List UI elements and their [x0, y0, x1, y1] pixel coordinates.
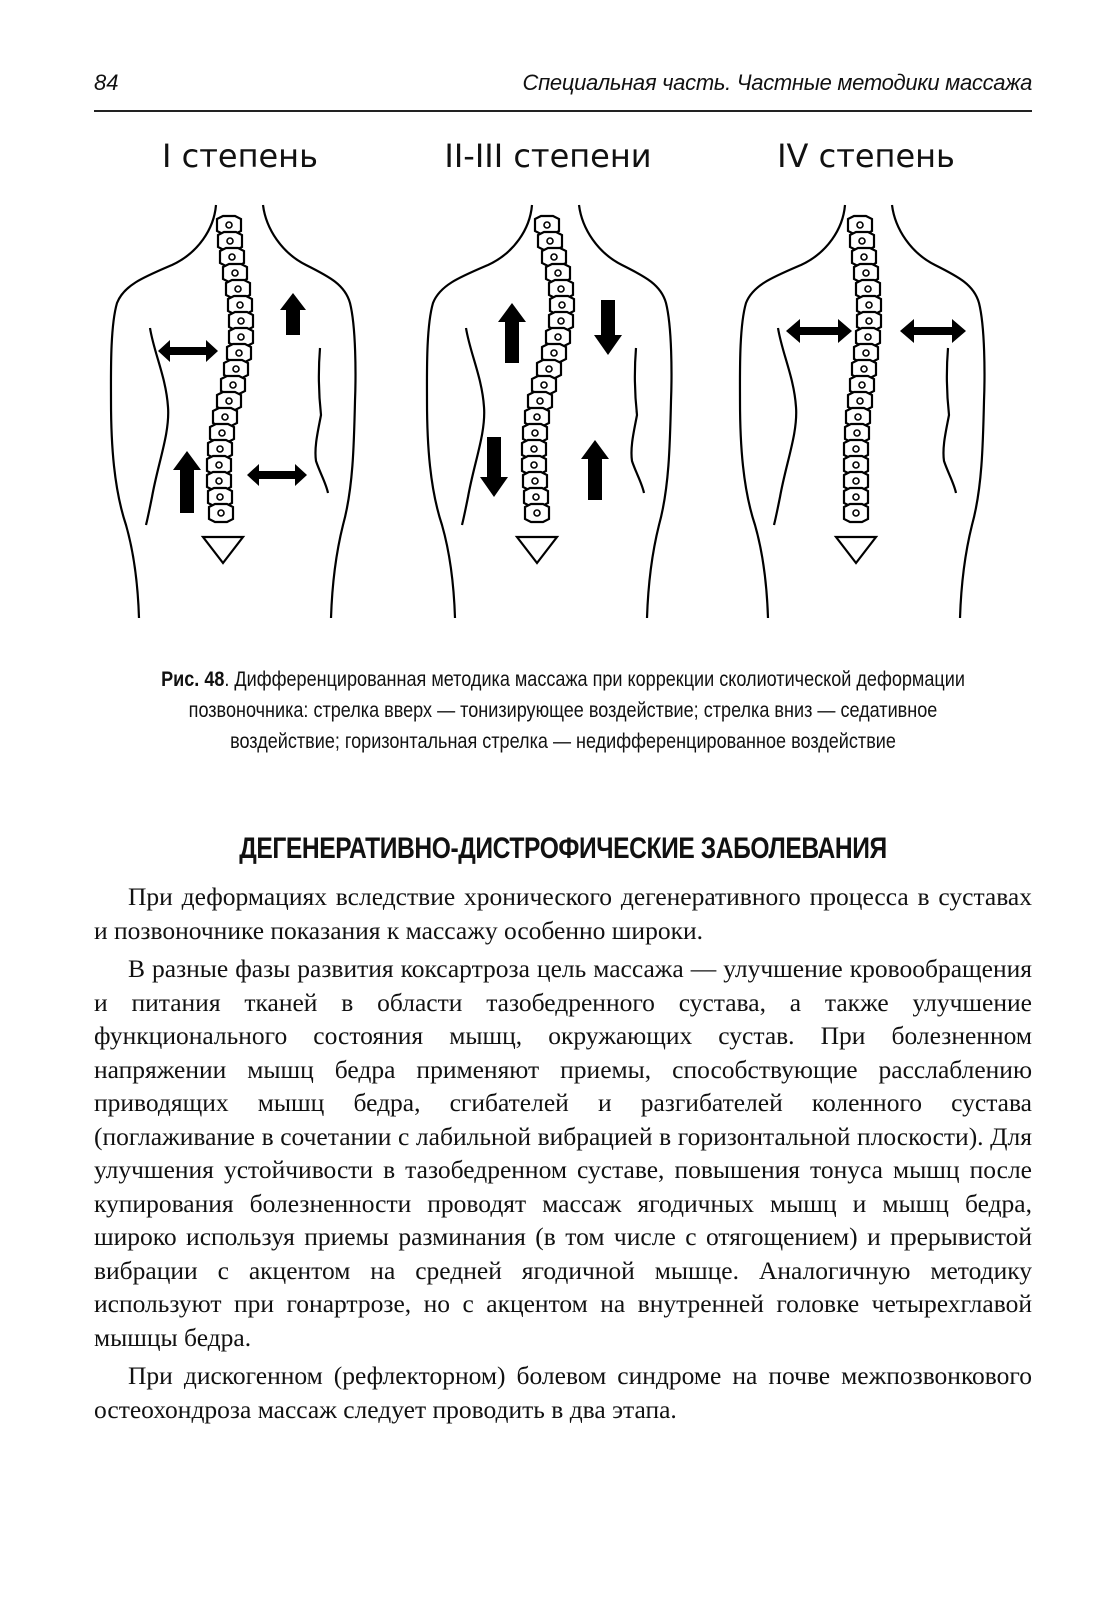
- paragraph: При деформациях вследствие хронического дегенеративного процесса в суставах и позвоночнике показания к массажу особенно широки.: [94, 882, 1032, 945]
- panel-label-degree-1: I степень: [162, 137, 318, 175]
- sedative-arrow-down-icon: [480, 437, 508, 497]
- sedative-arrow-down-icon: [594, 300, 622, 355]
- neutral-arrow-horizontal-icon: [247, 464, 307, 486]
- panel-label-degree-4: IV степень: [777, 137, 955, 175]
- paragraph: При дискогенном (рефлекторном) болевом синдроме на почве межпозвонкового остеохондроза массаж следует проводить в два этапа.: [94, 1361, 1032, 1424]
- caption-label: Рис.: [161, 668, 205, 691]
- tonic-arrow-up-icon: [498, 303, 526, 363]
- page-number: 84: [94, 70, 119, 95]
- figure-caption: [160, 664, 967, 757]
- caption-number: 48: [204, 668, 225, 691]
- body-text: [94, 880, 1032, 1431]
- running-title: Специальная часть. Частные методики массажа: [522, 70, 1032, 95]
- spine-degree-4: [836, 216, 881, 563]
- panel-label-degree-2-3: II-III степени: [444, 137, 652, 175]
- header-rule: [94, 110, 1032, 112]
- section-title: ДЕГЕНЕРАТИВНО-ДИСТРОФИЧЕСКИЕ ЗАБОЛЕВАНИЯ: [239, 832, 887, 865]
- scoliosis-figure: [0, 125, 1114, 645]
- neutral-arrow-horizontal-icon: [158, 340, 218, 362]
- spine-degree-2-3: [517, 216, 574, 563]
- neutral-arrow-horizontal-icon: [900, 319, 966, 343]
- tonic-arrow-up-icon: [173, 451, 201, 513]
- spine-degree-1: [203, 216, 253, 563]
- figure-drawing: [0, 125, 1114, 645]
- paragraph: В разные фазы развития коксартроза цель массажа — улучшение кровообращения и питания тканей в области тазобедренного сустава, а также улучшение функционального состояния мышц, окружающих сустав. При болезненном напряжении мышц бедра применяют приемы, способствующие расслаблению приводящих мышц бедра, сгибателей и разгибателей коленного сустава (поглаживание в сочетании с лабильной вибрацией в горизонтальной плоскости). Для улучшения устойчивости в тазобедренном суставе, повышения тонуса мышц после купирования болезненности проводят массаж ягодичных мышц и мышц бедра, широко используя приемы разминания (в том числе с отягощением) и прерывистой вибрации с акцентом на средней ягодичной мышце. Аналогичную методику используют при гонартрозе, но с акцентом на внутренней головке четырехглавой мышцы бедра.: [94, 954, 1032, 1352]
- neutral-arrow-horizontal-icon: [786, 319, 852, 343]
- tonic-arrow-up-icon: [581, 440, 609, 500]
- caption-text: . Дифференцированная методика массажа при коррекции сколиотической деформации позвоночника: стрелка вверх — тонизирующее воздействие; стрелка вниз — седативное воздействие; горизонтальная стрелка — недифференцированное воздействие: [188, 668, 965, 753]
- tonic-arrow-up-icon: [280, 293, 306, 335]
